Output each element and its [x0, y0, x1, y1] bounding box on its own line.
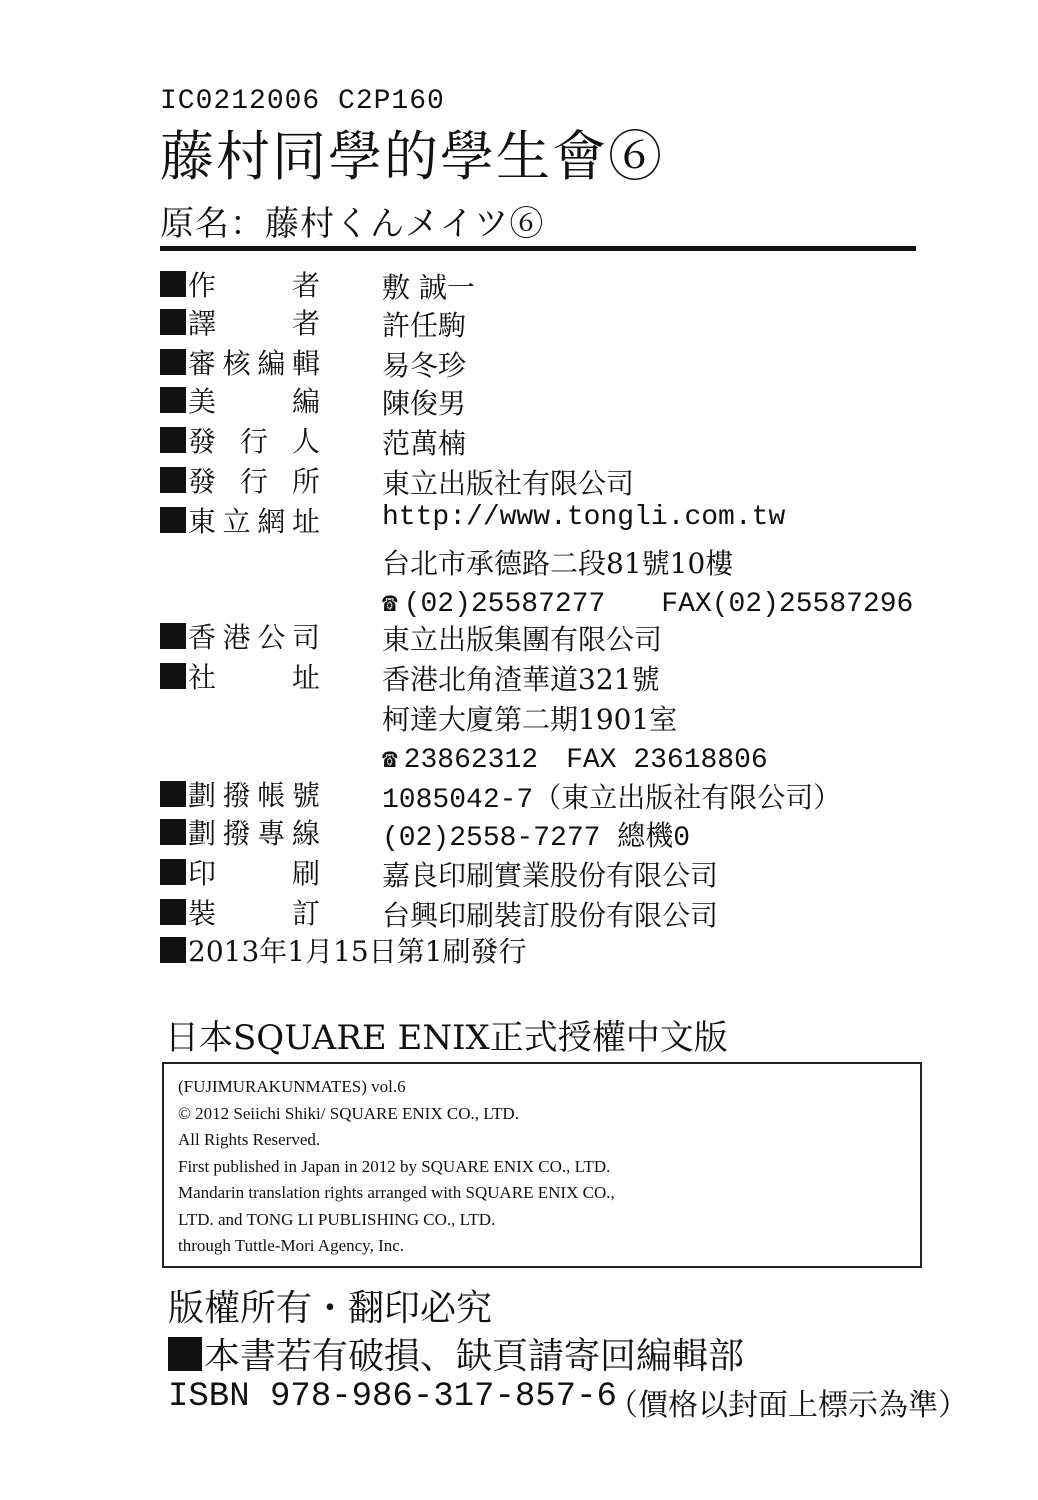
- credit-label-char: 撥: [222, 817, 251, 850]
- credit-label-char: 所: [291, 465, 320, 498]
- credit-label-char: 行: [239, 425, 268, 458]
- credit-label-text: [188, 616, 320, 656]
- credit-value-text: (02)2558-7277 總機0: [382, 823, 691, 854]
- copyright-line: © 2012 Seiichi Shiki/ SQUARE ENIX CO., LTD.: [178, 1103, 519, 1123]
- copyright-line: through Tuttle-Mori Agency, Inc.: [178, 1236, 405, 1255]
- credit-label: [160, 892, 320, 932]
- credit-value: [382, 580, 913, 620]
- bullet-square: [160, 427, 186, 453]
- credit-label-char: 美: [188, 385, 217, 418]
- credit-label-text: [188, 852, 320, 892]
- credit-label-text: [188, 380, 320, 420]
- credit-label-char: 址: [291, 661, 320, 694]
- credit-label-char: 編: [291, 385, 320, 418]
- credit-label: [160, 420, 320, 460]
- damage-notice: 本書若有破損、缺頁請寄回編輯部: [204, 1336, 745, 1377]
- credit-label-text: [188, 460, 320, 500]
- credit-label-char: 社: [188, 661, 217, 694]
- copyright-line: LTD. and TONG LI PUBLISHING CO., LTD.: [178, 1209, 496, 1229]
- copyright-line: Mandarin translation rights arranged with SQUARE ENIX CO.,: [178, 1183, 615, 1202]
- credit-label: [160, 302, 320, 342]
- bullet-square: [160, 781, 186, 807]
- credit-value-text: 敷 誠一: [382, 271, 475, 304]
- credit-value-text: 1085042-7（東立出版社有限公司）: [382, 785, 842, 816]
- credit-value: [382, 698, 677, 738]
- credit-label-char: 帳: [257, 779, 286, 812]
- bullet-square: [160, 819, 186, 845]
- credit-label-text: [188, 264, 320, 304]
- credit-value-text: (02)25587277 FAX(02)25587296: [403, 589, 914, 620]
- credit-value-text: 易冬珍: [382, 349, 467, 382]
- credit-value-text: 香港北角渣華道321號: [382, 663, 660, 696]
- credit-label-char: 核: [222, 347, 251, 380]
- isbn: ISBN 978-986-317-857-6: [168, 1378, 617, 1416]
- credit-label: [160, 656, 320, 696]
- credit-label-char: 網: [257, 505, 286, 538]
- credit-label-char: 行: [239, 465, 268, 498]
- credit-label-char: 裝: [188, 897, 217, 930]
- credit-value: [382, 542, 733, 582]
- damage-notice-line: [168, 1328, 744, 1379]
- credit-label-char: 印: [188, 857, 217, 890]
- credit-value-text: 陳俊男: [382, 387, 467, 420]
- credit-label-char: 線: [291, 817, 320, 850]
- price-note: （價格以封面上標示為準）: [608, 1388, 968, 1423]
- credit-value: [382, 462, 634, 502]
- credit-label-char: 港: [222, 621, 251, 654]
- credit-value-text: 柯達大廈第二期1901室: [382, 703, 678, 736]
- bullet-square: [160, 937, 186, 963]
- credit-label: [160, 380, 320, 420]
- bullet-square: [160, 467, 186, 493]
- credit-label-char: 立: [222, 505, 251, 538]
- credit-value: [382, 266, 475, 306]
- credit-label-text: [188, 774, 320, 814]
- credit-label: [160, 812, 320, 852]
- credit-value-text: 范萬楠: [382, 427, 467, 460]
- credit-value-text: http://www.tongli.com.tw: [382, 502, 786, 533]
- credit-label-char: 者: [291, 269, 320, 302]
- bullet-square: [168, 1337, 202, 1371]
- credit-label: [160, 460, 320, 500]
- copyright-box: [162, 1062, 922, 1268]
- credit-label-char: 東: [188, 505, 217, 538]
- credit-value: [382, 776, 841, 816]
- bullet-square: [160, 507, 186, 533]
- credit-label-text: [188, 812, 320, 852]
- bullet-square: [160, 309, 186, 335]
- credit-label-text: [188, 892, 320, 932]
- phone-icon: ☎: [382, 745, 398, 775]
- bullet-square: [160, 387, 186, 413]
- publish-date-line: [160, 930, 527, 970]
- credit-label-text: [188, 500, 320, 540]
- credit-label: [160, 774, 320, 814]
- credit-value: [382, 736, 768, 776]
- credit-label-text: [188, 656, 320, 696]
- bullet-square: [160, 859, 186, 885]
- credit-label-char: 刷: [291, 857, 320, 890]
- copyright-line: All Rights Reserved.: [178, 1130, 321, 1149]
- credit-label-char: 專: [257, 817, 286, 850]
- credit-value-text: 23862312 FAX 23618806: [403, 745, 768, 776]
- credit-label: [160, 616, 320, 656]
- credit-label-char: 香: [188, 621, 217, 654]
- credit-value-text: 許任駒: [382, 309, 467, 342]
- credit-value: [382, 854, 718, 894]
- credit-label-char: 撥: [222, 779, 251, 812]
- rights-reserved: 版權所有・翻印必究: [168, 1288, 493, 1329]
- credit-label-char: 劃: [188, 817, 217, 850]
- credit-label-char: 人: [291, 425, 320, 458]
- product-code: IC0212006 C2P160: [160, 86, 445, 117]
- divider: [160, 246, 916, 251]
- credit-label-char: 劃: [188, 779, 217, 812]
- credit-value: [382, 304, 466, 344]
- bullet-square: [160, 663, 186, 689]
- bullet-square: [160, 899, 186, 925]
- bullet-square: [160, 349, 186, 375]
- credit-label-char: 輯: [291, 347, 320, 380]
- credit-label-char: 公: [257, 621, 286, 654]
- credit-value-text: 台興印刷裝訂股份有限公司: [382, 899, 719, 932]
- credit-value-text: 東立出版集團有限公司: [382, 623, 663, 656]
- credit-value: [382, 814, 690, 854]
- credit-label: [160, 500, 320, 540]
- credit-value: [382, 658, 659, 698]
- credit-label-char: 訂: [291, 897, 320, 930]
- credit-label-text: [188, 342, 320, 382]
- original-title: 原名：藤村くんメイツ⑥: [160, 204, 545, 244]
- book-title: 藤村同學的學生會⑥: [160, 125, 664, 188]
- credit-label-text: [188, 302, 320, 342]
- bullet-square: [160, 271, 186, 297]
- credit-label-char: 發: [188, 465, 217, 498]
- copyright-line: (FUJIMURAKUNMATES) vol.6: [178, 1077, 406, 1096]
- credit-label-char: 者: [291, 307, 320, 340]
- credit-label-char: 作: [188, 269, 217, 302]
- credit-label-char: 審: [188, 347, 217, 380]
- credit-value-text: 嘉良印刷實業股份有限公司: [382, 859, 719, 892]
- credit-label-char: 址: [291, 505, 320, 538]
- credit-label-char: 號: [291, 779, 320, 812]
- credit-value-text: 東立出版社有限公司: [382, 467, 635, 500]
- publish-date: 2013年1月15日第1刷發行: [188, 935, 527, 968]
- credit-value: [382, 502, 785, 533]
- credit-value-text: 台北市承德路二段81號10樓: [382, 547, 734, 580]
- credit-value: [382, 422, 466, 462]
- bullet-square: [160, 623, 186, 649]
- credit-label-char: 司: [291, 621, 320, 654]
- credit-value: [382, 618, 662, 658]
- phone-icon: ☎: [382, 589, 398, 619]
- credit-value: [382, 894, 718, 934]
- credit-label-char: 編: [257, 347, 286, 380]
- credit-label: [160, 852, 320, 892]
- credit-value: [382, 382, 466, 422]
- credit-label: [160, 264, 320, 304]
- copyright-line: First published in Japan in 2012 by SQUARE ENIX CO., LTD.: [178, 1156, 611, 1176]
- credit-label-char: 發: [188, 425, 217, 458]
- credit-label-char: 譯: [188, 307, 217, 340]
- credit-value: [382, 344, 466, 384]
- edition-note: 日本SQUARE ENIX正式授權中文版: [165, 1018, 728, 1058]
- credit-label-text: [188, 420, 320, 460]
- credit-label: [160, 342, 320, 382]
